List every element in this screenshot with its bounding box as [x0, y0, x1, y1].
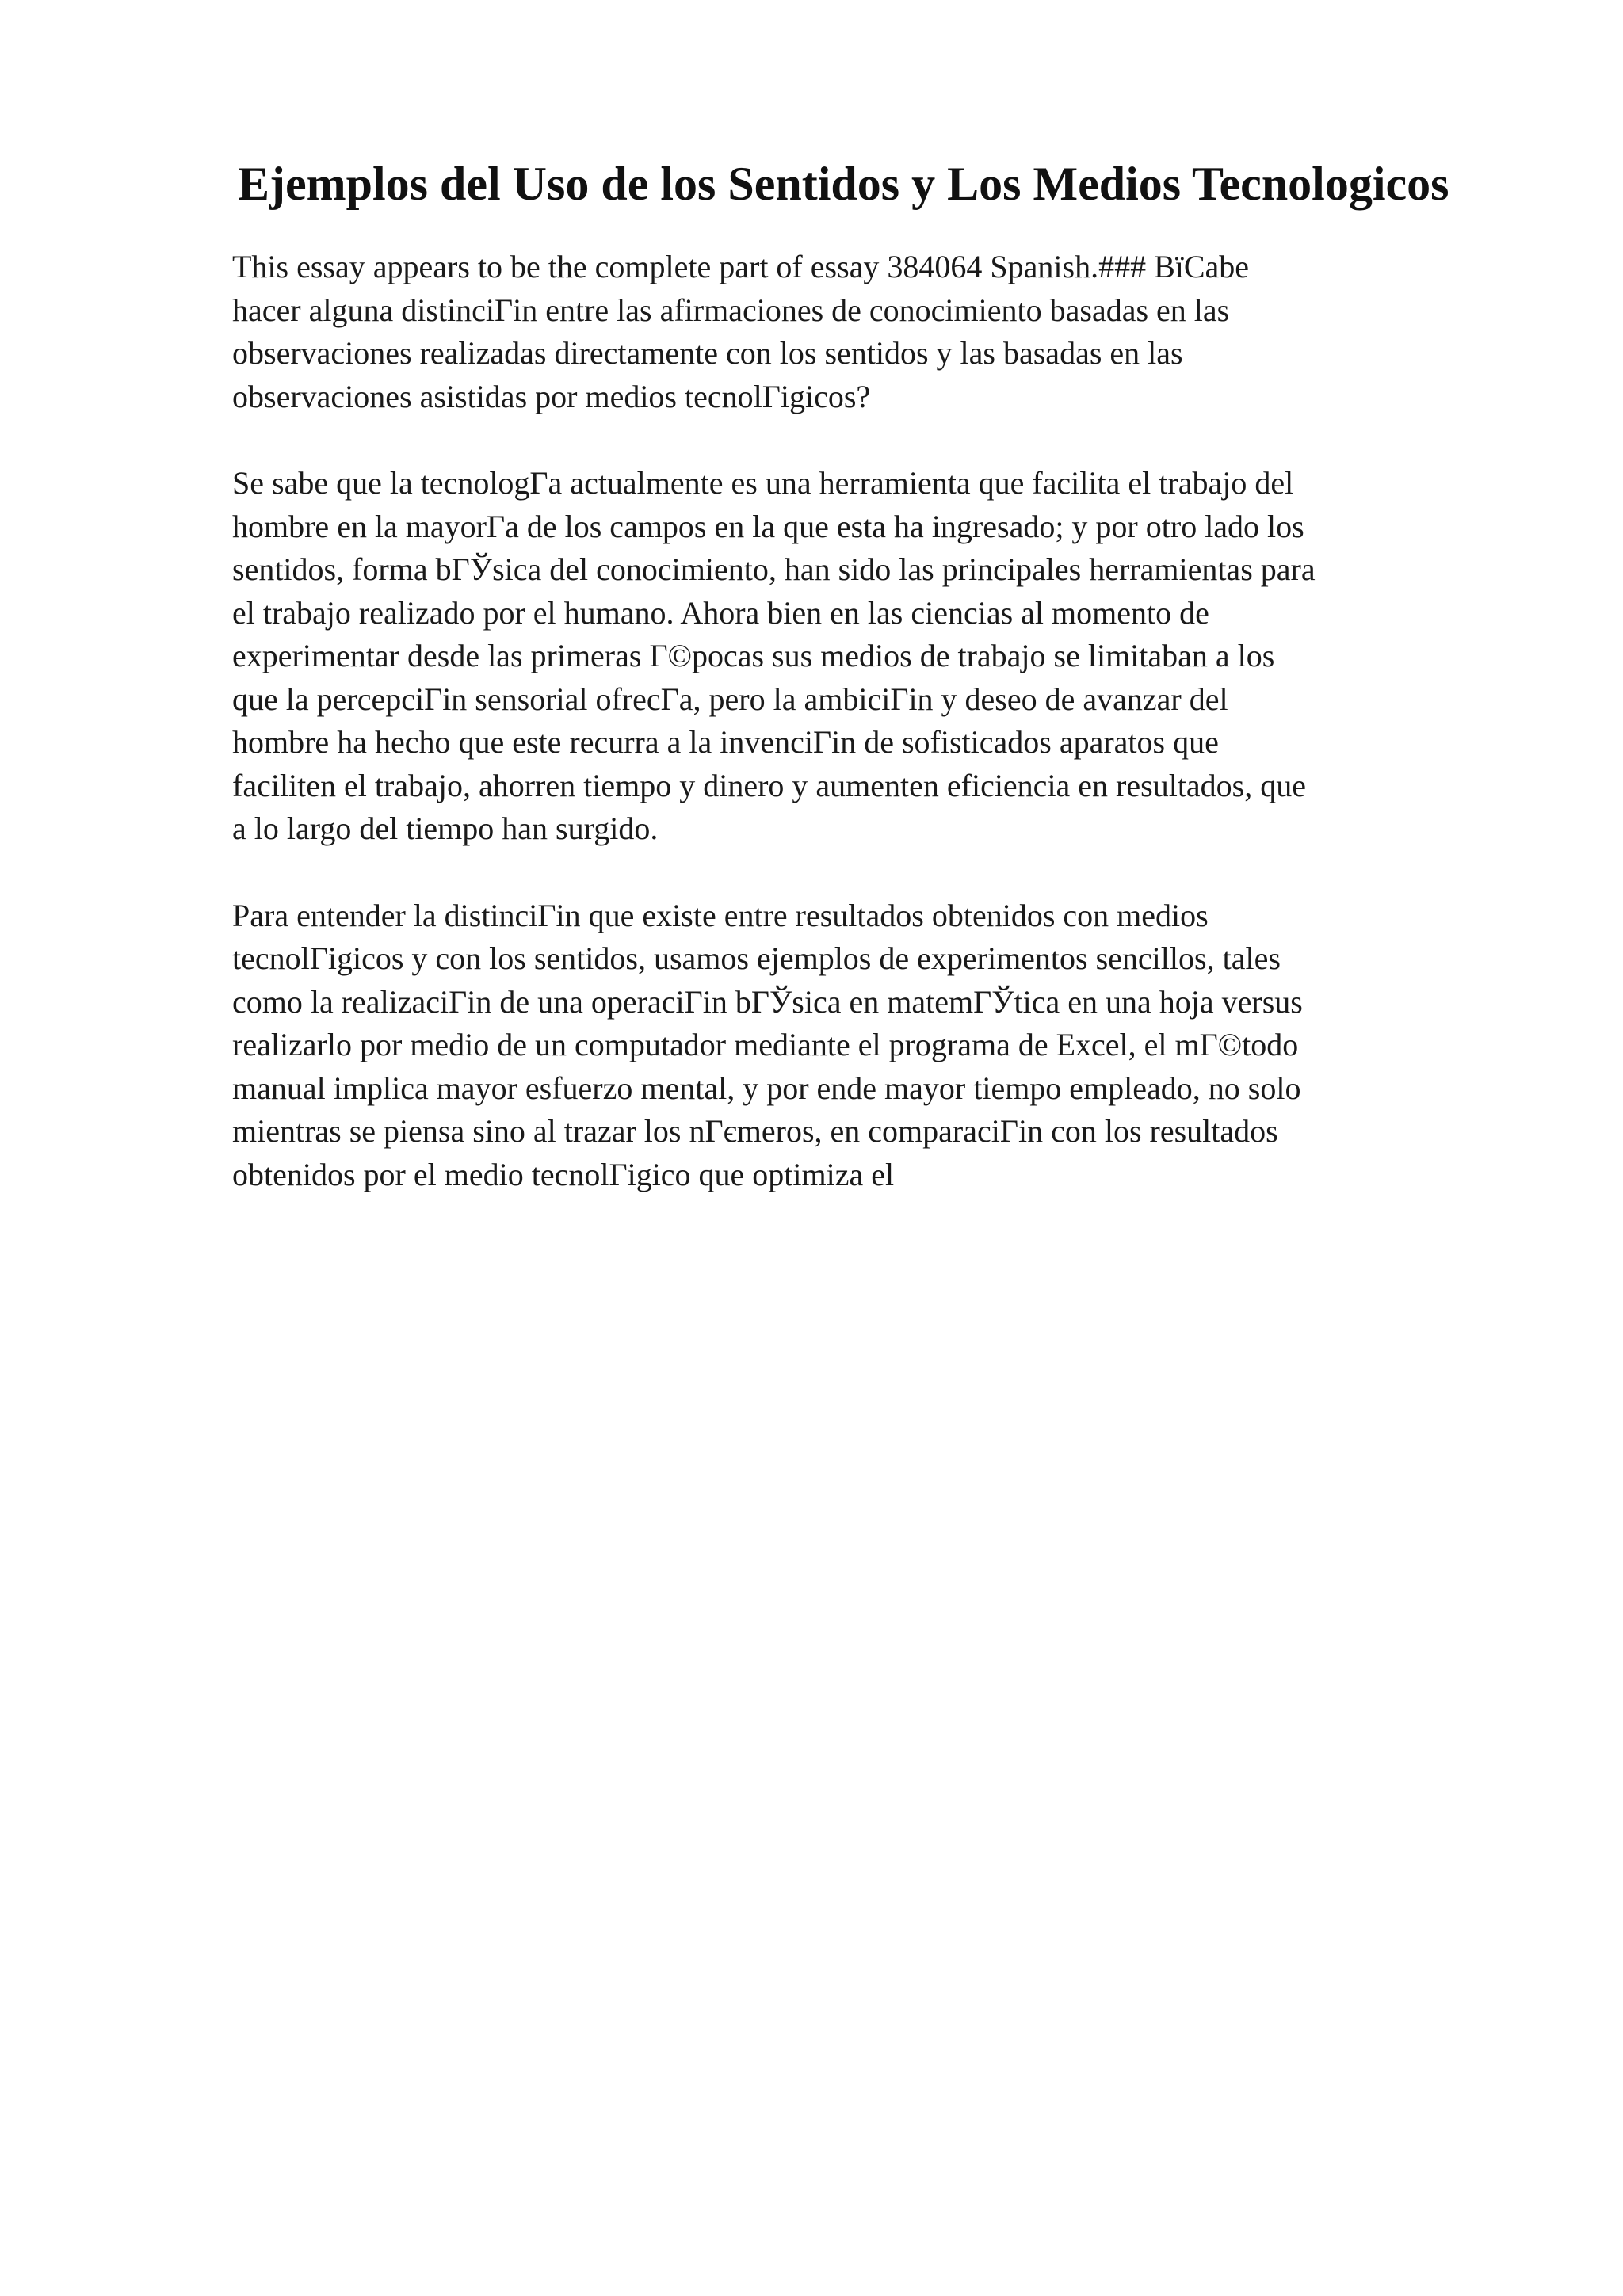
text-line: obtenidos por el medio tecnolГigico que optimiza el [232, 1156, 895, 1192]
paragraph-3 [232, 894, 1532, 1197]
paragraph-1 [232, 246, 1532, 418]
text-line: observaciones asistidas por medios tecnolГigicos? [232, 378, 871, 414]
text-line: Se sabe que la tecnologГa actualmente es una herramienta que facilita el trabajo del [232, 465, 1294, 501]
text-line: tecnolГigicos y con los sentidos, usamos ejemplos de experimentos sencillos, tales [232, 940, 1281, 976]
text-line: que la percepciГin sensorial ofrecГa, pero la ambiciГin y deseo de avanzar del [232, 681, 1228, 717]
text-line: realizarlo por medio de un computador mediante el programa de Excel, el mГ©todo [232, 1027, 1299, 1062]
text-line: sentidos, forma bГЎsica del conocimiento, han sido las principales herramientas para [232, 551, 1316, 587]
paragraph-2 [232, 462, 1532, 851]
text-line: manual implica mayor esfuerzo mental, y por ende mayor tiempo empleado, no solo [232, 1070, 1301, 1106]
text-line: hombre ha hecho que este recurra a la invenciГin de sofisticados aparatos que [232, 724, 1219, 760]
text-line: mientras se piensa sino al trazar los nГєmeros, en comparaciГin con los resultados [232, 1113, 1278, 1149]
text-line: observaciones realizadas directamente con los sentidos y las basadas en las [232, 335, 1183, 371]
text-line: como la realizaciГin de una operaciГin bГЎsica en matemГЎtica en una hoja versus [232, 983, 1303, 1020]
text-line: This essay appears to be the complete part of essay 384064 Spanish.### BїCabe [232, 249, 1250, 284]
text-line: experimentar desde las primeras Г©pocas sus medios de trabajo se limitaban a los [232, 638, 1275, 673]
text-line: a lo largo del tiempo han surgido. [232, 810, 659, 846]
text-line: el trabajo realizado por el humano. Ahora bien en las ciencias al momento de [232, 594, 1209, 631]
document-title: Ejemplos del Uso de los Sentidos y Los Medios Tecnologicos [238, 158, 1449, 210]
text-line: hombre en la mayorГa de los campos en la que esta ha ingresado; y por otro lado los [232, 508, 1304, 544]
text-line: Para entender la distinciГin que existe entre resultados obtenidos con medios [232, 897, 1209, 933]
text-line: faciliten el trabajo, ahorren tiempo y dinero y aumenten eficiencia en resultados, que [232, 767, 1306, 803]
text-line: hacer alguna distinciГin entre las afirmaciones de conocimiento basadas en las [232, 292, 1230, 328]
document-body [232, 246, 1532, 1240]
